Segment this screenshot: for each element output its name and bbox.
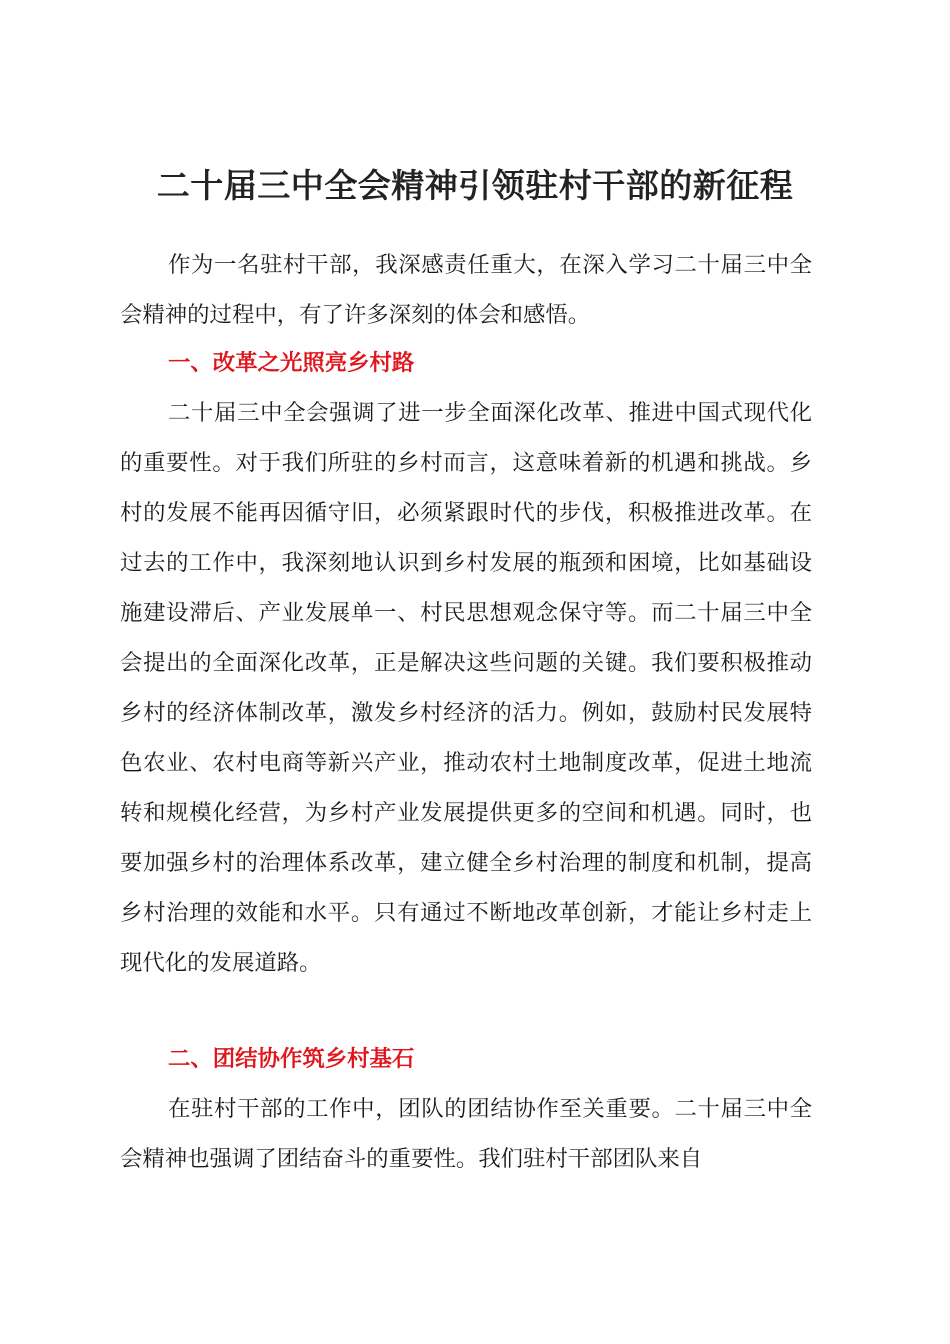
section-2-heading: 二、团结协作筑乡村基石 xyxy=(168,1046,415,1072)
section-1-heading: 一、改革之光照亮乡村路 xyxy=(168,350,415,376)
section-2-paragraph: 在驻村干部的工作中，团队的团结协作至关重要。二十届三中全会精神也强调了团结奋斗的重要性。我们驻村干部团队来自 xyxy=(120,1096,812,1172)
section-1-paragraph: 二十届三中全会强调了进一步全面深化改革、推进中国式现代化的重要性。对于我们所驻的乡村而言，这意味着新的机遇和挑战。乡村的发展不能再因循守旧，必须紧跟时代的步伐，积极推进改革。在过去的工作中，我深刻地认识到乡村发展的瓶颈和困境，比如基础设施建设滞后、产业发展单一、村民思想观念保守等。而二十届三中全会提出的全面深化改革，正是解决这些问题的关键。我们要积极推动乡村的经济体制改革，激发乡村经济的活力。例如，鼓励村民发展特色农业、农村电商等新兴产业，推动农村土地制度改革，促进土地流转和规模化经营，为乡村产业发展提供更多的空间和机遇。同时，也要加强乡村的治理体系改革，建立健全乡村治理的制度和机制，提高乡村治理的效能和水平。只有通过不断地改革创新，才能让乡村走上现代化的发展道路。 xyxy=(120,400,812,976)
intro-paragraph: 作为一名驻村干部，我深感责任重大，在深入学习二十届三中全会精神的过程中，有了许多深刻的体会和感悟。 xyxy=(120,252,812,328)
document-title: 二十届三中全会精神引领驻村干部的新征程 xyxy=(156,166,794,205)
